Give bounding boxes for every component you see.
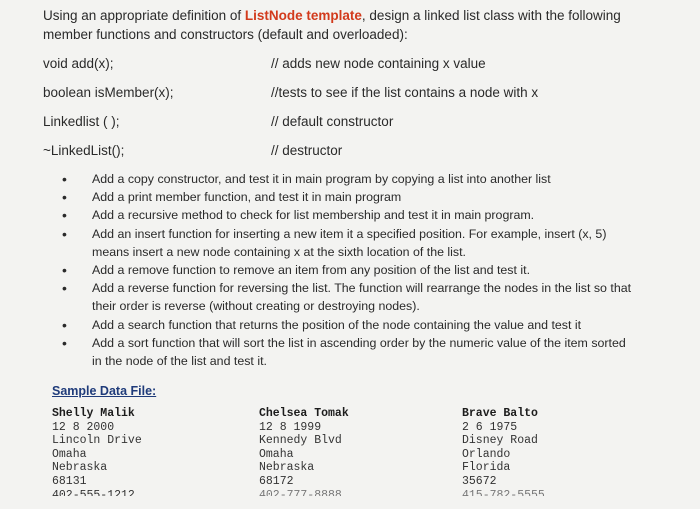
intro-suffix: , design a linked list class with the following member functions and constructors (default and overloaded): xyxy=(43,8,621,42)
record-city: Omaha xyxy=(259,447,294,461)
bullet-icon: • xyxy=(62,316,67,333)
list-item: • Add a remove function to remove an item from any position of the list and test it. xyxy=(62,262,531,279)
intro-prefix: Using an appropriate definition of xyxy=(43,8,245,23)
signature-ismember: boolean isMember(x); xyxy=(43,85,174,100)
record-state: Nebraska xyxy=(52,461,108,475)
record-zip: 68131 xyxy=(52,474,87,488)
list-item: • Add a reverse function for reversing the list. The function will rearrange the nodes in the list so that their order is reverse (without creating or destroying nodes). xyxy=(62,280,632,314)
list-item: • Add a search function that returns the position of the node containing the value and test it xyxy=(62,316,582,333)
list-item: • Add a sort function that will sort the list in ascending order by the numeric value of the item sorted in the node of the list and test it. xyxy=(62,334,626,369)
bullet-icon: • xyxy=(62,171,67,187)
record-zip: 68172 xyxy=(259,474,294,488)
sample-record-3 xyxy=(462,407,545,502)
bullet-icon: • xyxy=(62,262,67,279)
list-item: • Add a recursive method to check for list membership and test it in main program. xyxy=(62,207,535,224)
bullet-icon: • xyxy=(62,334,67,351)
signature-default-constructor: Linkedlist ( ); xyxy=(43,114,120,129)
list-item: • Add an insert function for inserting a new item it a specified position. For example, insert (x, 5) means insert a new node containing x at the sixth location of the list. xyxy=(62,225,607,259)
bullet-icon: • xyxy=(62,225,67,242)
record-zip: 35672 xyxy=(462,474,497,488)
comment-add: // adds new node containing x value xyxy=(271,56,486,71)
list-item: • Add a copy constructor, and test it in main program by copying a list into another list xyxy=(62,171,551,187)
record-city: Omaha xyxy=(52,447,87,461)
comment-ismember: //tests to see if the list contains a node with x xyxy=(271,85,539,100)
comment-default-constructor: // default constructor xyxy=(271,114,394,129)
bullet-icon: • xyxy=(62,189,67,206)
record-state: Nebraska xyxy=(259,461,315,475)
record-date: 2 6 1975 xyxy=(462,420,518,434)
sample-data-title: Sample Data File: xyxy=(52,384,157,398)
record-date: 12 8 2000 xyxy=(52,420,115,434)
list-item: • Add a print member function, and test it in main program xyxy=(62,189,402,206)
comment-destructor: // destructor xyxy=(271,143,343,158)
page-bottom-edge xyxy=(0,496,700,509)
signature-destructor: ~LinkedList(); xyxy=(43,143,125,158)
record-name: Shelly Malik xyxy=(52,407,135,420)
record-city: Orlando xyxy=(462,447,511,461)
sample-record-2 xyxy=(259,407,349,502)
bullet-icon: • xyxy=(62,280,67,297)
intro-highlight: ListNode template xyxy=(244,8,362,23)
record-name: Chelsea Tomak xyxy=(259,407,349,420)
requirements-list xyxy=(62,170,632,370)
bullet-icon: • xyxy=(62,207,67,224)
record-street: Disney Road xyxy=(462,434,538,448)
sample-record-1 xyxy=(52,407,142,502)
record-name: Brave Balto xyxy=(462,407,538,420)
record-street: Lincoln Drive xyxy=(52,434,142,448)
record-street: Kennedy Blvd xyxy=(259,434,342,448)
record-state: Florida xyxy=(462,461,511,475)
signature-add: void add(x); xyxy=(43,56,114,71)
record-date: 12 8 1999 xyxy=(259,420,322,434)
intro-paragraph xyxy=(43,6,663,44)
